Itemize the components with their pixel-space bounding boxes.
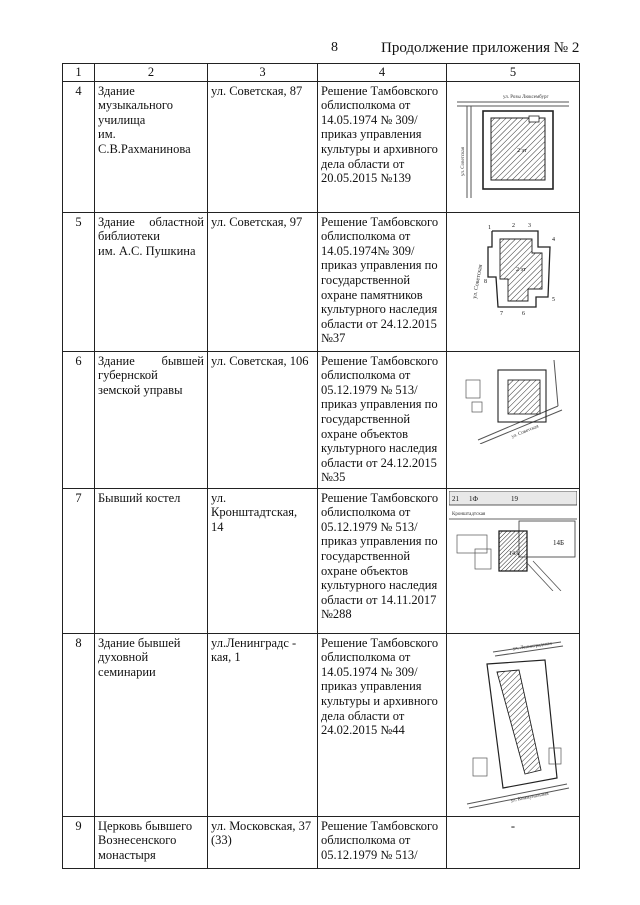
decision-line: дела области от bbox=[321, 156, 405, 171]
row-number: 4 bbox=[63, 81, 95, 212]
address-line: (33) bbox=[211, 833, 232, 848]
column-header: 4 bbox=[318, 64, 447, 82]
address-line: 14 bbox=[211, 519, 224, 534]
plan-label: Кронштадтская bbox=[452, 511, 486, 517]
decision-cell bbox=[318, 816, 447, 868]
decision-cell bbox=[318, 81, 447, 212]
decision-line: 05.12.1979 № 513/ bbox=[321, 382, 418, 397]
object-name-cell bbox=[95, 351, 208, 488]
decision-line: культурного наследия bbox=[321, 441, 438, 456]
address-line: кая, 1 bbox=[211, 650, 241, 665]
object-name-cell bbox=[95, 488, 208, 633]
object-name-line: Вознесенского bbox=[98, 833, 177, 848]
site-plan-image bbox=[453, 86, 573, 204]
address-cell bbox=[208, 633, 318, 816]
decision-line: 14.05.1974 № 309/ bbox=[321, 112, 418, 127]
address-line: ул. Советская, 97 bbox=[211, 214, 303, 229]
object-name-cell bbox=[95, 816, 208, 868]
site-plan-cell bbox=[447, 816, 580, 868]
no-plan-dash: - bbox=[510, 818, 516, 833]
decision-cell bbox=[318, 633, 447, 816]
address-line: ул. bbox=[211, 490, 227, 505]
decision-line: облисполкома от bbox=[321, 505, 411, 520]
decision-line: Решение Тамбовского bbox=[321, 490, 439, 505]
decision-line: области от 14.11.2017 bbox=[321, 592, 437, 607]
plan-label: ул. Советская bbox=[510, 423, 540, 440]
decision-cell bbox=[318, 212, 447, 351]
plan-label: 14А bbox=[509, 550, 520, 557]
decision-line: 14.05.1974 № 309/ bbox=[321, 664, 418, 679]
decision-line: государственной bbox=[321, 548, 411, 563]
column-header: 2 bbox=[95, 64, 208, 82]
object-name-line: семинарии bbox=[98, 664, 156, 679]
decision-line: Решение Тамбовского bbox=[321, 214, 439, 229]
decision-line: охране объектов bbox=[321, 563, 409, 578]
object-name-line: Церковь бывшего bbox=[98, 818, 193, 833]
address-cell bbox=[208, 816, 318, 868]
decision-line: №37 bbox=[321, 331, 346, 346]
row-number: 7 bbox=[63, 488, 95, 633]
address-line: Кронштадтская, bbox=[211, 505, 298, 520]
object-name-cell bbox=[95, 81, 208, 212]
object-name-line: библиотеки bbox=[98, 229, 160, 244]
plan-label: 19 bbox=[511, 494, 518, 503]
plan-label: ул. Советская bbox=[461, 146, 466, 176]
address-line: ул. Московская, 37 bbox=[211, 818, 312, 833]
decision-line: №35 bbox=[321, 470, 346, 485]
monuments-table bbox=[62, 63, 580, 869]
decision-line: Решение Тамбовского bbox=[321, 83, 439, 98]
address-line: ул. Советская, 106 bbox=[211, 353, 309, 368]
plan-label: ул. Розы Люксембург bbox=[503, 94, 549, 100]
object-name-line: Здание бывшей bbox=[98, 353, 204, 368]
address-line: ул.Ленинградс - bbox=[211, 635, 297, 650]
plan-label: 6 bbox=[522, 310, 525, 317]
plan-label: 1 bbox=[488, 224, 491, 231]
site-plan-image bbox=[458, 217, 568, 317]
decision-line: 24.02.2015 №44 bbox=[321, 723, 405, 738]
decision-line: 20.05.2015 №139 bbox=[321, 171, 412, 186]
decision-cell bbox=[318, 488, 447, 633]
decision-line: государственной bbox=[321, 272, 411, 287]
decision-line: №288 bbox=[321, 607, 352, 622]
object-name-line: им. А.С. Пушкина bbox=[98, 243, 196, 258]
decision-line: 05.12.1979 № 513/ bbox=[321, 847, 418, 862]
object-name-line: им. bbox=[98, 127, 116, 142]
plan-label: 5 bbox=[552, 296, 555, 303]
object-name-cell bbox=[95, 212, 208, 351]
address-cell bbox=[208, 212, 318, 351]
object-name-line: духовной bbox=[98, 650, 149, 665]
decision-line: культуры и архивного bbox=[321, 141, 438, 156]
site-plan-cell bbox=[447, 212, 580, 351]
decision-line: области от 24.12.2015 bbox=[321, 455, 437, 470]
row-number: 8 bbox=[63, 633, 95, 816]
plan-label: 2 bbox=[512, 222, 515, 229]
object-name-line: училища bbox=[98, 112, 146, 127]
plan-label: 14Б bbox=[553, 538, 565, 547]
page-heading: Продолжение приложения № 2 bbox=[381, 40, 580, 56]
site-plan-image bbox=[453, 638, 573, 810]
decision-line: приказ управления по bbox=[321, 534, 438, 549]
table-row bbox=[63, 488, 580, 633]
column-header: 1 bbox=[63, 64, 95, 82]
decision-line: охране объектов bbox=[321, 426, 409, 441]
object-name-line: музыкального bbox=[98, 98, 173, 113]
decision-line: государственной bbox=[321, 411, 411, 426]
svg-text:2 эт: 2 эт bbox=[517, 147, 527, 154]
decision-line: приказ управления по bbox=[321, 397, 438, 412]
decision-line: 05.12.1979 № 513/ bbox=[321, 519, 418, 534]
decision-line: культуры и архивного bbox=[321, 693, 438, 708]
decision-line: приказ управления по bbox=[321, 258, 438, 273]
decision-line: охране памятников bbox=[321, 287, 423, 302]
plan-label: ул. Коммунальная bbox=[510, 791, 550, 804]
column-header: 3 bbox=[208, 64, 318, 82]
plan-label: 1Ф bbox=[469, 494, 479, 503]
plan-label: ул. Советская bbox=[472, 263, 485, 299]
decision-line: культурного наследия bbox=[321, 578, 438, 593]
plan-label: 3 bbox=[528, 222, 531, 229]
column-header: 5 bbox=[447, 64, 580, 82]
table-row bbox=[63, 633, 580, 816]
object-name-line: монастыря bbox=[98, 847, 156, 862]
object-name-line: Здание бывшей bbox=[98, 635, 181, 650]
decision-line: облисполкома от bbox=[321, 368, 411, 383]
object-name-cell bbox=[95, 633, 208, 816]
decision-line: культурного наследия bbox=[321, 302, 438, 317]
address-cell bbox=[208, 488, 318, 633]
plan-label: 21 bbox=[452, 494, 459, 503]
plan-label: 8 bbox=[484, 278, 487, 285]
decision-line: Решение Тамбовского bbox=[321, 818, 439, 833]
object-name-line: С.В.Рахманинова bbox=[98, 141, 191, 156]
svg-text:2 эт: 2 эт bbox=[516, 266, 526, 273]
decision-line: Решение Тамбовского bbox=[321, 635, 439, 650]
object-name-line: Здание bbox=[98, 83, 135, 98]
table-header-row bbox=[63, 64, 580, 82]
address-cell bbox=[208, 81, 318, 212]
object-name-line: Бывший костел bbox=[98, 490, 181, 505]
decision-line: дела области от bbox=[321, 708, 405, 723]
decision-line: облисполкома от bbox=[321, 98, 411, 113]
decision-line: приказ управления bbox=[321, 679, 422, 694]
table-row bbox=[63, 351, 580, 488]
table-row bbox=[63, 81, 580, 212]
site-plan-cell bbox=[447, 488, 580, 633]
address-line: ул. Советская, 87 bbox=[211, 83, 303, 98]
row-number: 9 bbox=[63, 816, 95, 868]
decision-line: приказ управления bbox=[321, 127, 422, 142]
decision-line: Решение Тамбовского bbox=[321, 353, 439, 368]
plan-label: 4 bbox=[552, 236, 555, 243]
table-row bbox=[63, 816, 580, 868]
object-name-line: Здание областной bbox=[98, 214, 204, 229]
decision-line: облисполкома от bbox=[321, 650, 411, 665]
plan-label: 7 bbox=[500, 310, 503, 317]
table-row bbox=[63, 212, 580, 351]
site-plan-cell bbox=[447, 81, 580, 212]
site-plan-cell bbox=[447, 633, 580, 816]
row-number: 5 bbox=[63, 212, 95, 351]
object-name-line: губернской bbox=[98, 368, 158, 383]
page-number: 8 bbox=[331, 40, 338, 55]
decision-line: облисполкома от bbox=[321, 833, 411, 848]
decision-line: облисполкома от bbox=[321, 229, 411, 244]
row-number: 6 bbox=[63, 351, 95, 488]
decision-cell bbox=[318, 351, 447, 488]
site-plan-image bbox=[458, 356, 568, 444]
site-plan-image bbox=[449, 491, 577, 591]
site-plan-cell bbox=[447, 351, 580, 488]
object-name-line: земской управы bbox=[98, 382, 183, 397]
plan-label: ул. Ленинградская bbox=[512, 641, 553, 652]
decision-line: области от 24.12.2015 bbox=[321, 316, 437, 331]
address-cell bbox=[208, 351, 318, 488]
decision-line: 14.05.1974№ 309/ bbox=[321, 243, 415, 258]
